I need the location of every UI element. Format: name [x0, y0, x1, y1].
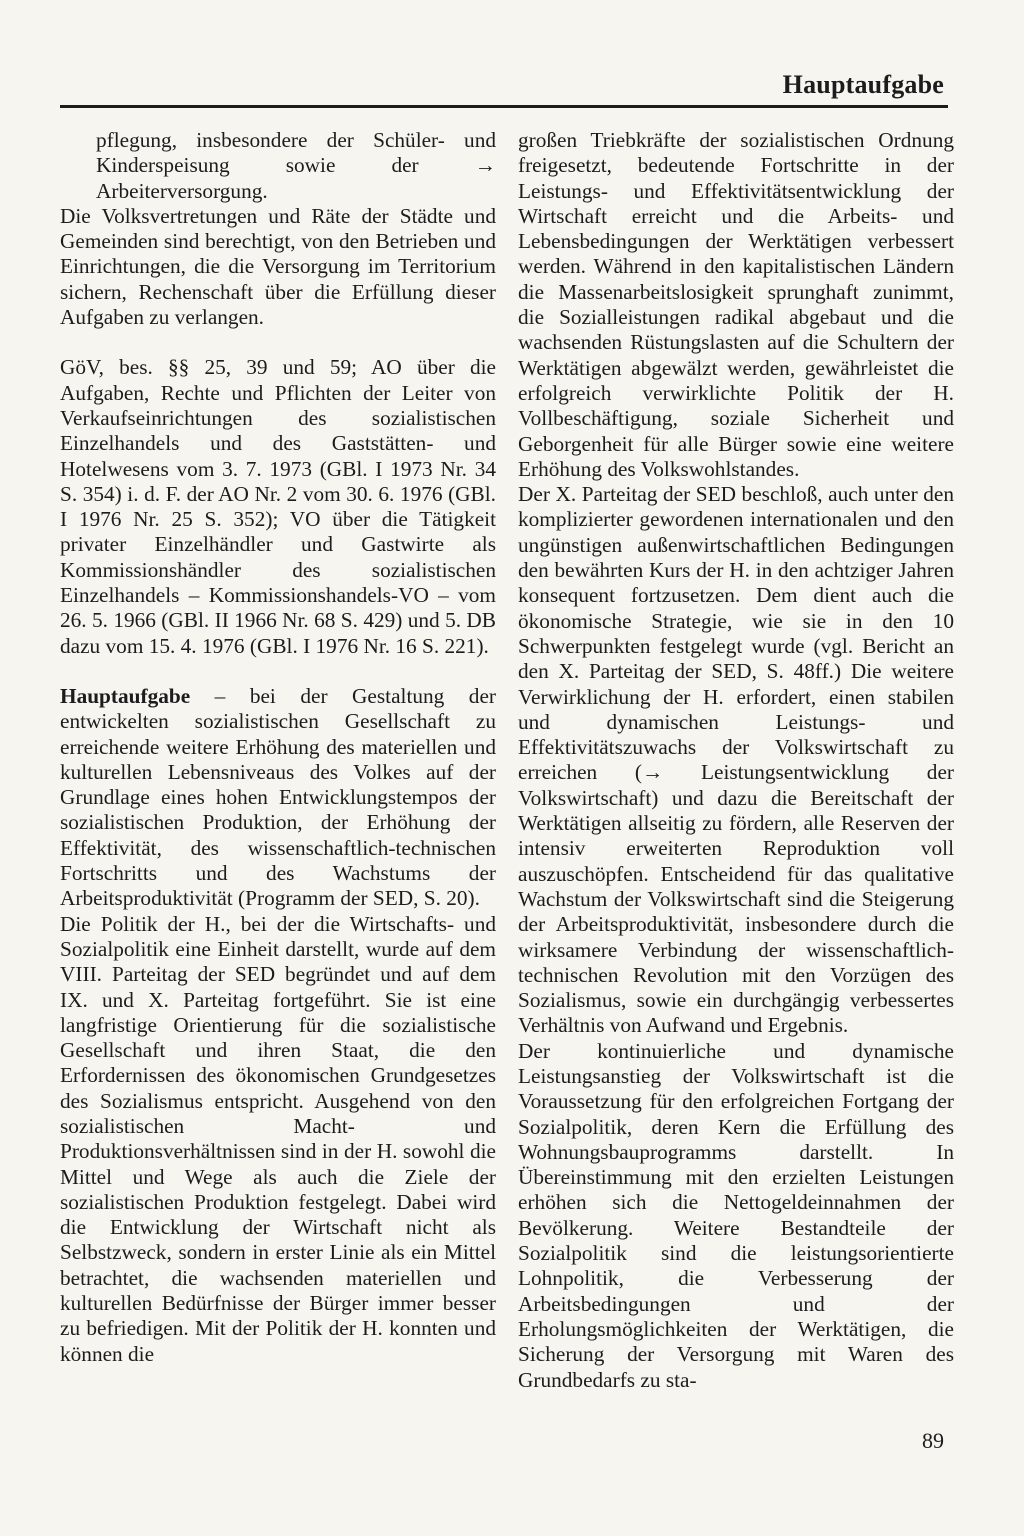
- paragraph-politik: Die Politik der H., bei der die Wirtschafts- und Sozialpolitik eine Einheit darstellt, wurde auf dem VIII. Parteitag der SED begründet und auf dem IX. und X. Parteitag fortgeführt. Sie ist eine langfristige Orientierung für die sozialistische Gesellschaft und ihren Staat, die den Erfordernissen des ökonomischen Grundgesetzes des Sozialismus entspricht. Ausgehend von den sozialistischen Macht- und Produktionsverhältnissen sind in der H. sowohl die Mittel und Wege als auch die Ziele der sozialistischen Produktion festgelegt. Dabei wird die Entwicklung der Wirtschaft nicht als Selbstzweck, sondern in erster Linie als ein Mittel betrachtet, die wachsenden materiellen und kulturellen Bedürfnisse der Bürger immer besser zu befriedigen. Mit der Politik der H. konnten und können die: [60, 911, 496, 1366]
- paragraph-leistungsanstieg: Der kontinuierliche und dynamische Leistungsanstieg der Volkswirtschaft ist die Voraussetzung für den erfolgreichen Fortgang der Sozialpolitik, deren Kern die Erfüllung des Wohnungsbauprogramms darstellt. In Übereinstimmung mit den erzielten Leistungen erhöhen sich die Nettogeldeinnahmen der Bevölkerung. Weitere Bestandteile der Sozialpolitik sind die leistungsorientierte Lohnpolitik, die Verbesserung der Arbeitsbedingungen und der Erholungsmöglichkeiten der Werktätigen, die Sicherung der Versorgung mit Waren des Grundbedarfs zu sta-: [518, 1038, 954, 1392]
- paragraph-parteitag: Der X. Parteitag der SED beschloß, auch unter den komplizierter gewordenen internationalen und den ungünstigen außenwirtschaftlichen Bedingungen den bewährten Kurs der H. in den achtziger Jahren konsequent fortzusetzen. Dem dient auch die ökonomische Strategie, wie sie in den 10 Schwerpunkten festgelegt wurde (vgl. Bericht an den X. Parteitag der SED, S. 48ff.) Die weitere Verwirklichung der H. erfordert, einen stabilen und dynamischen Leistungs- und Effektivitätszuwachs der Volkswirtschaft zu erreichen (→ Leistungsentwicklung der Volkswirtschaft) und dazu die Bereitschaft der Werktätigen allseitig zu fördern, alle Reserven der intensiv erweiterten Reproduktion voll auszuschöpfen. Entscheidend für das qualitative Wachstum der Volkswirtschaft sind die Steigerung der Arbeitsproduktivität, insbesondere durch die wirksamere Verbindung der wissenschaftlich-technischen Revolution mit den Vorzügen des Sozialismus, sowie ein durchgängig verbessertes Verhältnis von Aufwand und Ergebnis.: [518, 482, 954, 1038]
- entry-hauptaufgabe: [60, 684, 496, 912]
- running-header-title: Hauptaufgabe: [782, 70, 944, 99]
- paragraph-continuation: pflegung, insbesondere der Schüler- und Kinderspeisung sowie der → Arbeiterversorgung.: [96, 128, 496, 203]
- entry-term: Hauptaufgabe: [60, 683, 191, 708]
- left-column: [60, 128, 496, 1367]
- paragraph-authorities: Die Volksvertretungen und Räte der Städte und Gemeinden sind berechtigt, von den Betrieben und Einrichtungen, die die Versorgung im Territorium sichern, Rechenschaft über die Erfüllung dieser Aufgaben zu verlangen.: [60, 203, 496, 330]
- right-column: [518, 128, 954, 1393]
- paragraph-triebkraefte: großen Triebkräfte der sozialistischen Ordnung freigesetzt, bedeutende Fortschritte in der Leistungs- und Effektivitätsentwicklung der Wirtschaft erreicht und die Arbeits- und Lebensbedingungen der Werktätigen verbessert werden. Während in den kapitalistischen Ländern die Massenarbeitslosigkeit sprunghaft zunimmt, die Sozialleistungen radikal abgebaut und die wachsenden Rüstungslasten auf die Schultern der Werktätigen abgewälzt werden, gewährleistet die erfolgreich verwirklichte Politik der H. Vollbeschäftigung, soziale Sicherheit und Geborgenheit für alle Bürger sowie eine weitere Erhöhung des Volkswohlstandes.: [518, 128, 954, 481]
- header-rule: [60, 105, 948, 108]
- page-number: 89: [922, 1428, 944, 1453]
- entry-definition: – bei der Gestaltung der entwickelten sozialistischen Gesellschaft zu erreichende weitere Erhöhung des materiellen und kulturellen Lebensniveaus des Volkes auf der Grundlage eines hohen Entwicklungstempos der sozialistischen Produktion, der Erhöhung der Effektivität, des wissenschaftlich-technischen Fortschritts und des Wachstums der Arbeitsproduktivität (Programm der SED, S. 20).: [60, 683, 496, 911]
- legal-references: GöV, bes. §§ 25, 39 und 59; AO über die Aufgaben, Rechte und Pflichten der Leiter von Verkaufseinrichtungen des sozialistischen Einzelhandels und des Gaststätten- und Hotelwesens vom 3. 7. 1973 (GBl. I 1973 Nr. 34 S. 354) i. d. F. der AO Nr. 2 vom 30. 6. 1976 (GBl. I 1976 Nr. 25 S. 352); VO über die Tätigkeit privater Einzelhändler und Gastwirte als Kommissionshändler des sozialistischen Einzelhandels – Kommissionshandels-VO – vom 26. 5. 1966 (GBl. II 1966 Nr. 68 S. 429) und 5. DB dazu vom 15. 4. 1976 (GBl. I 1976 Nr. 16 S. 221).: [60, 355, 496, 658]
